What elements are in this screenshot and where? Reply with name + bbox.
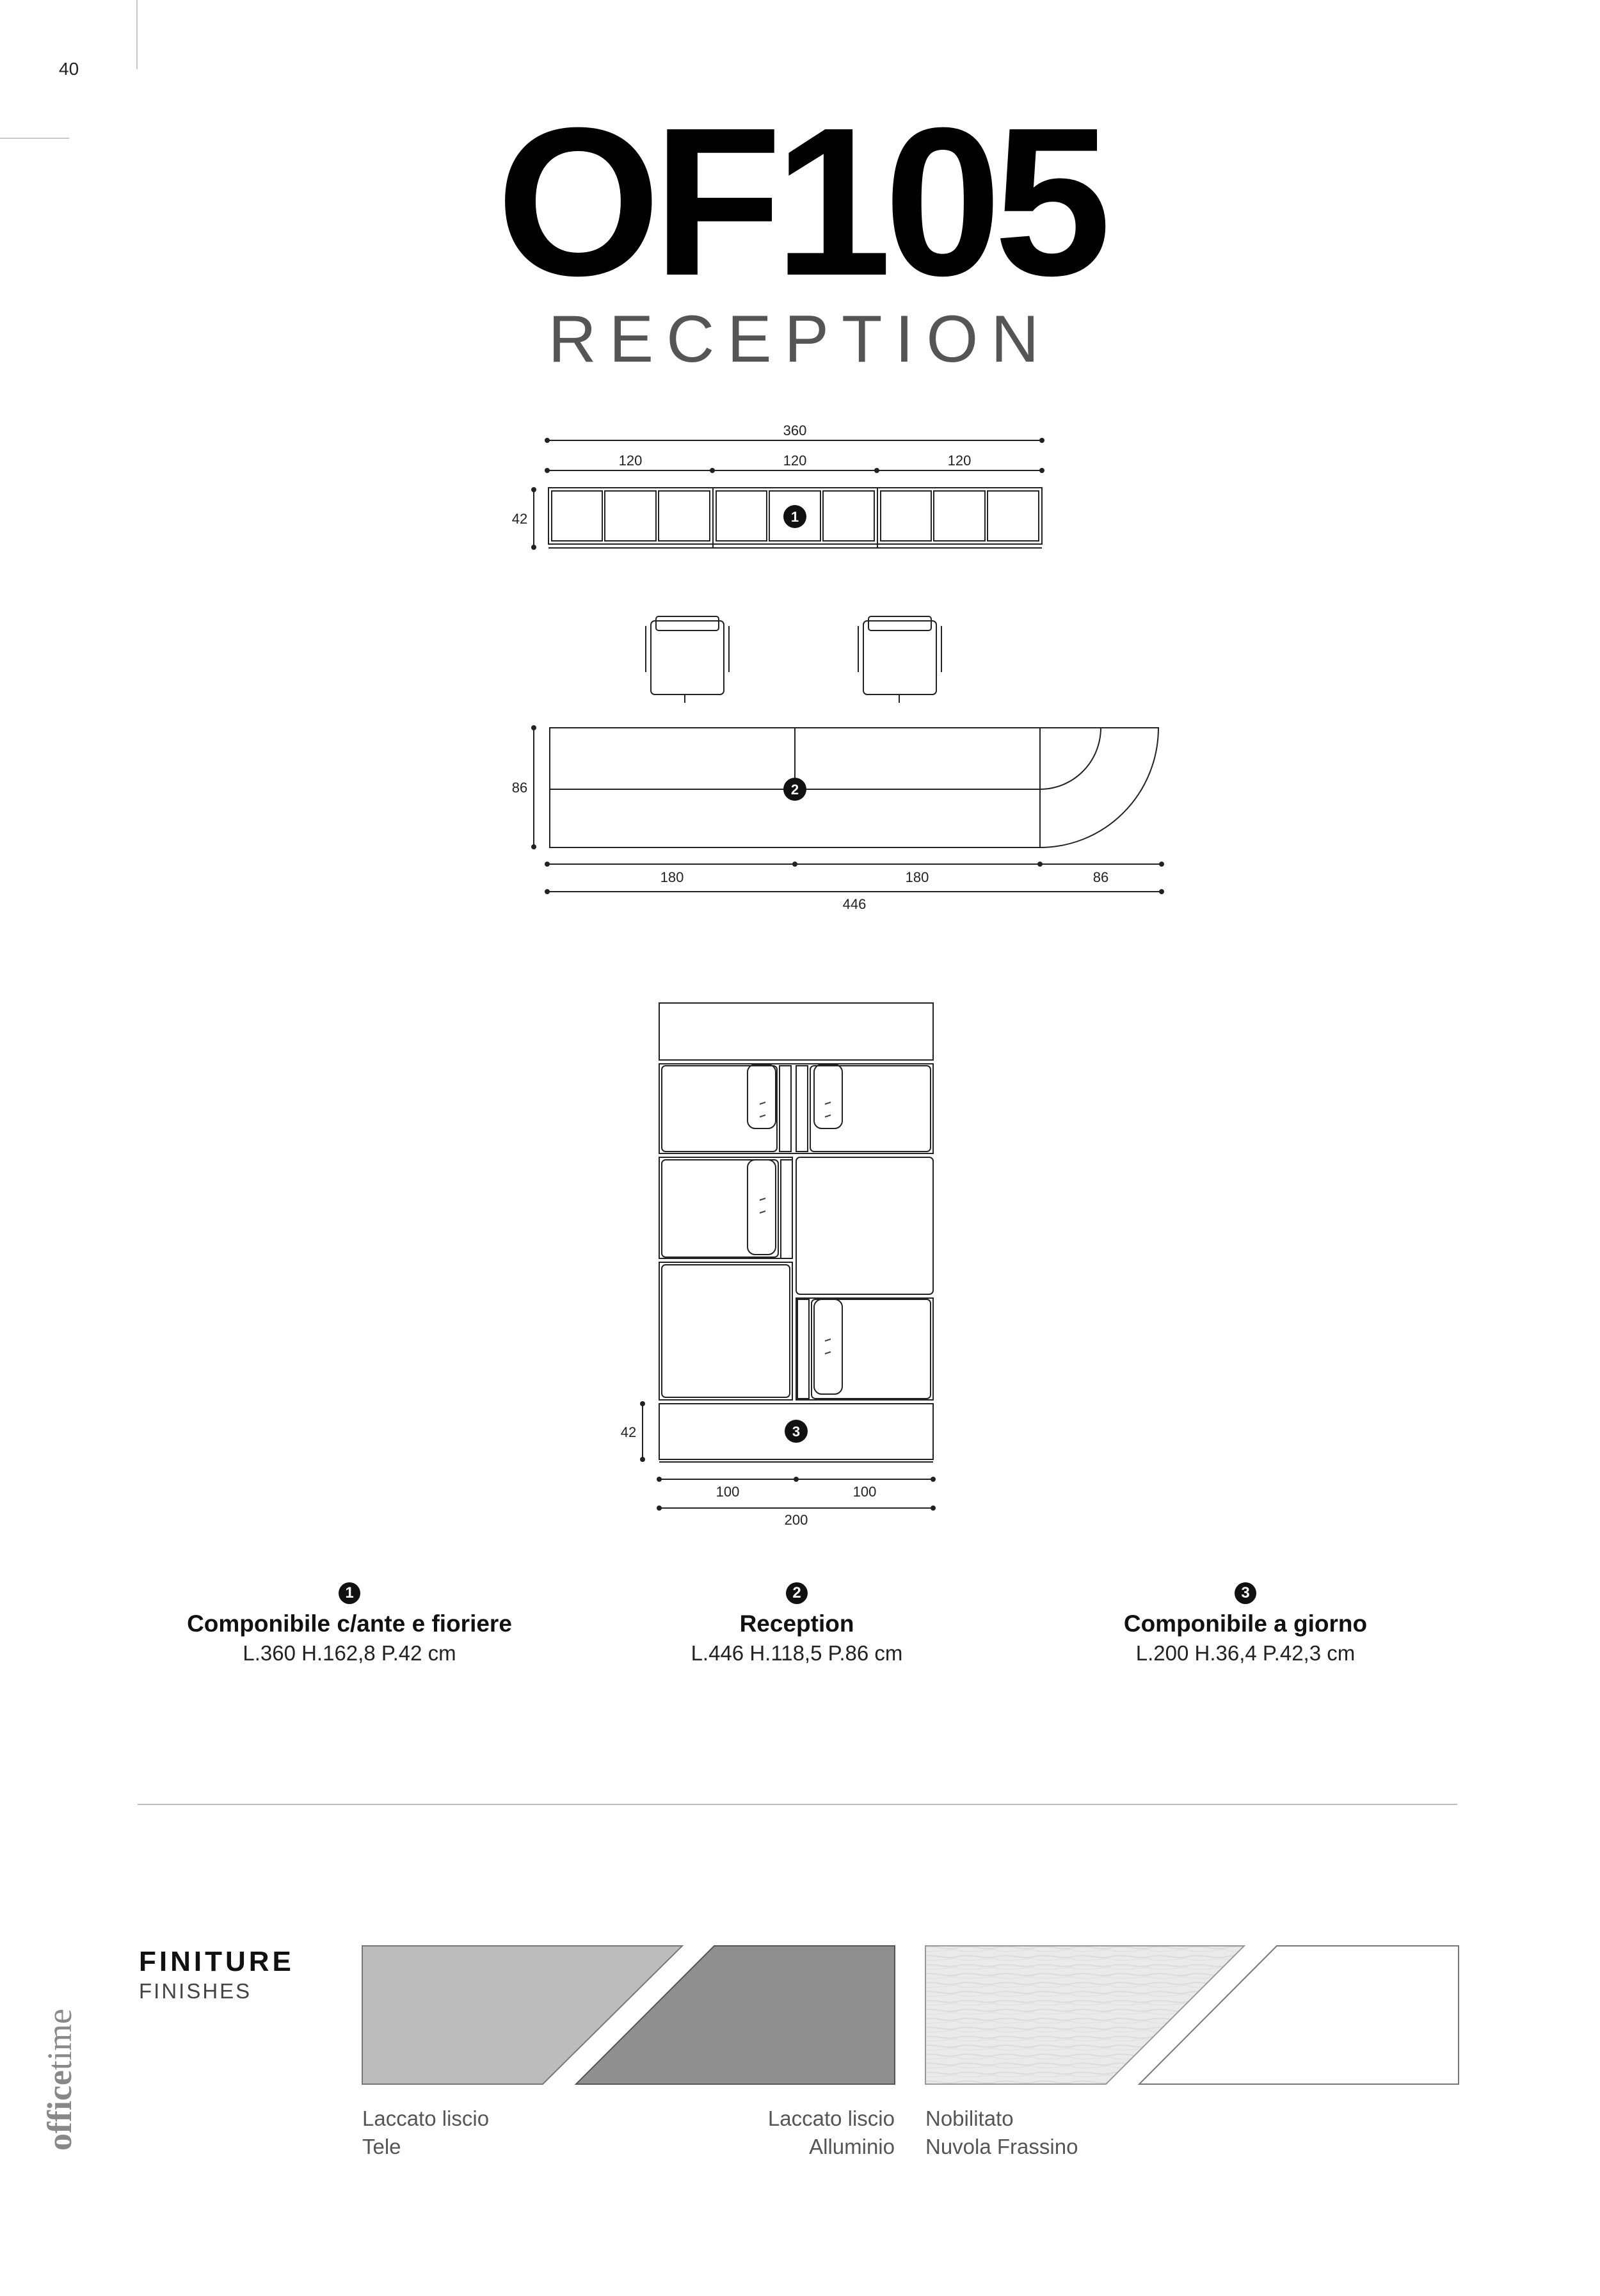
dim-3-total: 200 — [784, 1512, 808, 1528]
page-number: 40 — [59, 59, 79, 79]
dim-2-seg1: 180 — [660, 869, 684, 885]
dim-3-seg1: 100 — [716, 1484, 740, 1500]
product-1-badge: 1 — [339, 1582, 360, 1604]
dim-1-seg3: 120 — [947, 453, 972, 469]
dim-2-depth: 86 — [511, 780, 528, 796]
product-2-badge: 2 — [786, 1582, 808, 1604]
product-3-dims: L.200 H.36,4 P.42,3 cm — [1135, 1641, 1356, 1665]
svg-text:1: 1 — [790, 509, 799, 525]
dim-1-depth: 42 — [511, 511, 528, 527]
product-2-dims: L.446 H.118,5 P.86 cm — [691, 1641, 903, 1665]
product-subtitle: RECEPTION — [548, 302, 1052, 376]
visitor-chair-left — [646, 616, 729, 703]
swatch-2-label: Laccato liscio Alluminio — [767, 2107, 895, 2158]
drawing-2-reception-desk — [534, 728, 1162, 892]
dim-1-seg2: 120 — [783, 453, 807, 469]
dim-1-seg1: 120 — [618, 453, 643, 469]
product-1 — [125, 1582, 573, 1666]
svg-text:2: 2 — [790, 782, 799, 798]
finishes-title: FINITURE — [139, 1946, 294, 1977]
dim-1-total: 360 — [783, 422, 807, 438]
product-code-title: OF105 — [496, 83, 1104, 319]
product-2-name: Reception — [739, 1610, 854, 1637]
product-1-name: Componibile c/ante e fioriere — [187, 1610, 512, 1637]
dimension-ticks — [531, 438, 1164, 1511]
product-3 — [1021, 1582, 1469, 1666]
brand-logo: officetime — [40, 2009, 79, 2151]
dim-2-seg3: 86 — [1092, 869, 1109, 885]
svg-text:3: 3 — [792, 1424, 801, 1440]
product-1-dims: L.360 H.162,8 P.42 cm — [243, 1641, 456, 1665]
finish-swatches — [0, 1939, 1600, 2093]
dim-3-depth: 42 — [620, 1424, 637, 1440]
product-3-badge: 3 — [1235, 1582, 1256, 1604]
section-divider — [138, 1804, 1457, 1805]
visitor-chair-right — [858, 616, 941, 703]
dim-3-seg2: 100 — [852, 1484, 877, 1500]
dim-2-seg2: 180 — [905, 869, 929, 885]
product-2 — [573, 1582, 1021, 1666]
dim-2-total: 446 — [842, 896, 867, 912]
product-3-name: Componibile a giorno — [1123, 1610, 1368, 1637]
finishes-subtitle: FINISHES — [139, 1979, 252, 2003]
swatch-1-label: Laccato liscio Tele — [362, 2107, 490, 2158]
swatch-3-label: Nobilitato Nuvola Frassino — [925, 2107, 1078, 2158]
